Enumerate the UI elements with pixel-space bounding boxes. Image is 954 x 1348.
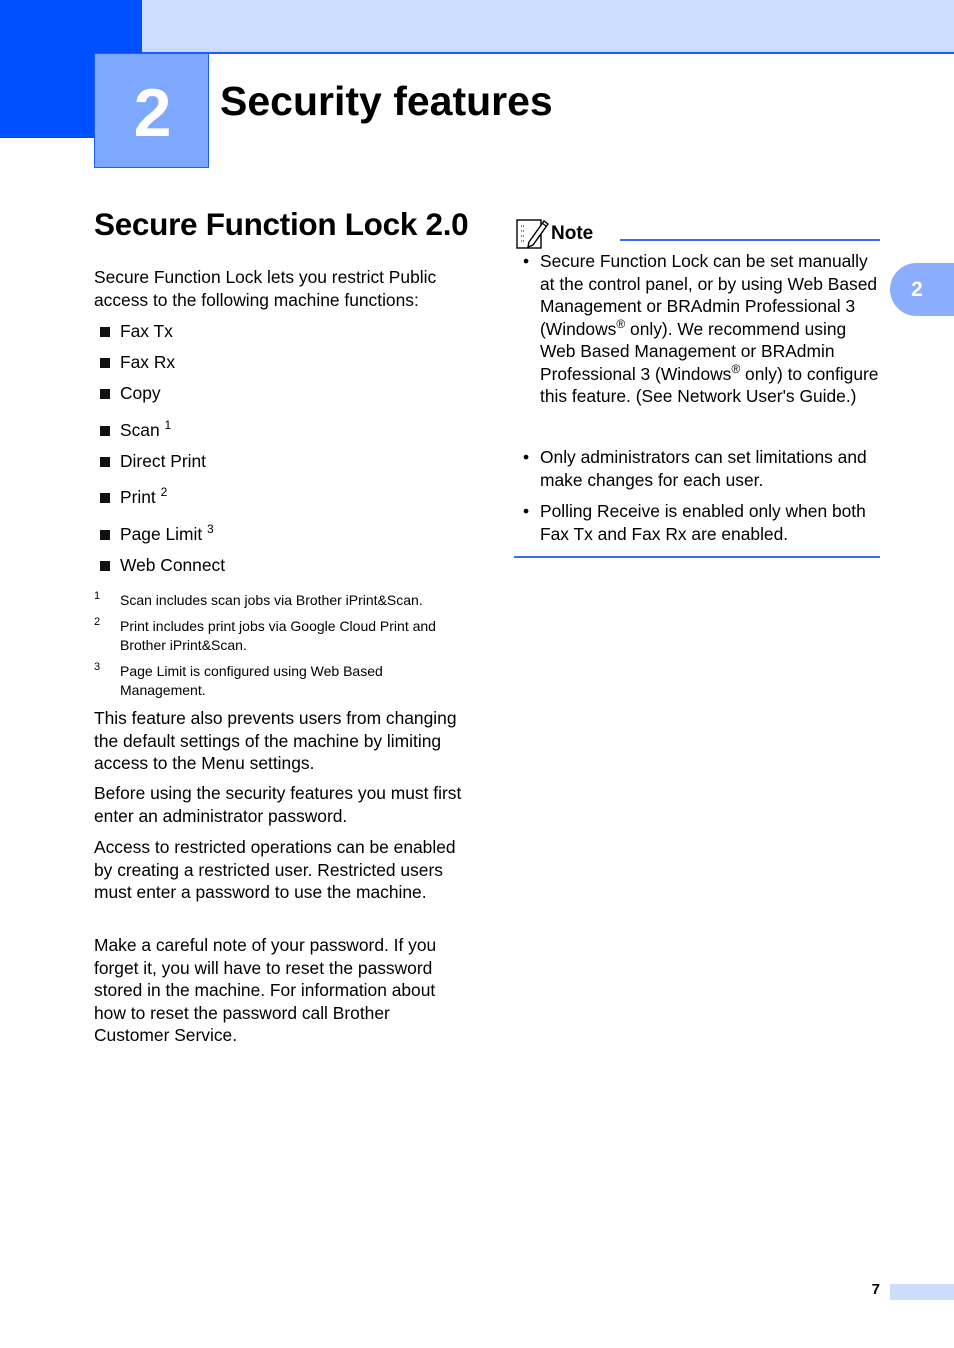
note-item: • Polling Receive is enabled only when both Fax Tx and Fax Rx are enabled. — [523, 501, 866, 544]
bullet-dot-icon: • — [523, 501, 530, 521]
function-item: Web Connect — [100, 554, 225, 576]
function-item: Fax Rx — [100, 351, 175, 373]
square-bullet-icon — [100, 457, 110, 467]
note-item: • Only administrators can set limitations and make changes for each user. — [523, 447, 867, 490]
chapter-number: 2 — [133, 75, 172, 151]
square-bullet-icon — [100, 389, 110, 399]
function-item: Print $^2$ — [100, 486, 167, 508]
footnote-number: 2 — [94, 616, 101, 628]
footnote-text: Page Limit is configured using Web Based Management. — [120, 663, 383, 698]
function-item: Direct Print — [100, 450, 206, 472]
note-bottom-rule — [514, 556, 880, 558]
square-bullet-icon — [100, 561, 110, 571]
function-item: Fax Tx — [100, 320, 173, 342]
footnote-text: Scan includes scan jobs via Brother iPrint&Scan. — [120, 592, 423, 608]
note-pencil-icon — [515, 216, 549, 250]
footnote-ref: 2 — [160, 485, 168, 499]
footnote-text: Print includes print jobs via Google Cloud Print and Brother iPrint&Scan. — [120, 618, 436, 653]
body-paragraph: This feature also prevents users from changing the default settings of the machine by limiting access to the Menu settings. — [94, 708, 457, 773]
function-item: Page Limit $^3$ — [100, 523, 214, 545]
header-rule — [142, 52, 954, 54]
chapter-title: Security features — [220, 78, 553, 124]
square-bullet-icon — [100, 426, 110, 436]
body-paragraph: Before using the security features you must first enter an administrator password. — [94, 783, 462, 826]
function-item: Scan $^1$ — [100, 419, 171, 441]
chapter-number-box — [94, 53, 209, 168]
square-bullet-icon — [100, 530, 110, 540]
chapter-side-tab — [890, 263, 954, 316]
footnote-ref: 3 — [207, 522, 214, 536]
note-label: Note — [551, 223, 594, 244]
body-paragraph: Make a careful note of your password. If you forget it, you will have to reset the password stored in the machine. For information about how to reset the password call Brother Customer Service. — [94, 935, 437, 1045]
note-item: • Secure Function Lock can be set manually at the control panel, or by using Web Based Management or BRAdmin Professional 3 (Windows® only). We recommend using Web Based Management or BRAdmin Professional 3 (Windows® only) to configure this feature. (See Network User's Guide.) — [523, 251, 879, 406]
side-tab-number: 2 — [911, 278, 923, 301]
page-number: 7 — [871, 1281, 880, 1298]
note-top-rule — [620, 239, 880, 241]
square-bullet-icon — [100, 493, 110, 503]
header-band — [0, 0, 954, 52]
footnote-ref: 1 — [164, 418, 172, 432]
square-bullet-icon — [100, 358, 110, 368]
footer-band — [890, 1284, 954, 1300]
bullet-dot-icon: • — [523, 251, 530, 271]
square-bullet-icon — [100, 327, 110, 337]
body-paragraph: Access to restricted operations can be enabled by creating a restricted user. Restricted users must enter a password to use the machine. — [94, 837, 456, 902]
footnote-number: 3 — [94, 661, 101, 673]
section-title: Secure Function Lock 2.0 — [94, 206, 469, 242]
intro-paragraph: Secure Function Lock lets you restrict Public access to the following machine functions: — [94, 267, 437, 310]
footnote-number: 1 — [94, 590, 101, 602]
function-item: Copy — [100, 382, 161, 404]
bullet-dot-icon: • — [523, 447, 530, 467]
